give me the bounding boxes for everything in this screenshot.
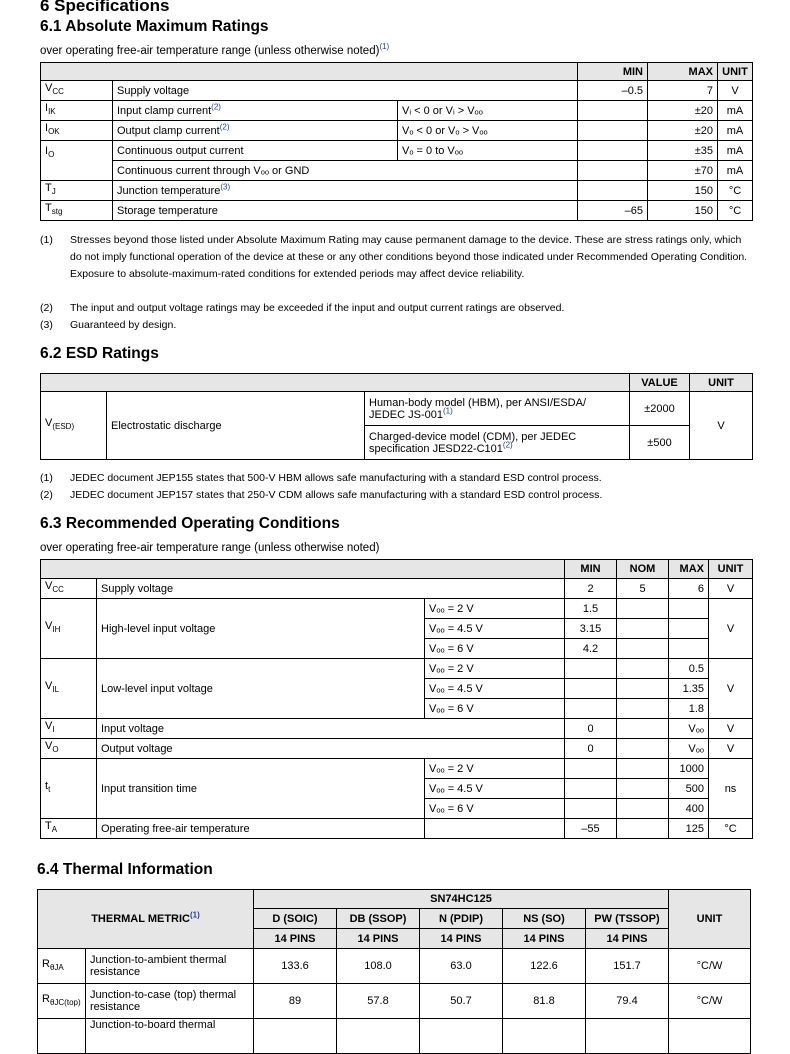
esd-title: 6.2 ESD Ratings [40, 345, 159, 362]
amr-cond: Vᵢ < 0 or Vᵢ > Vₒₒ [398, 101, 578, 121]
roc-max: 1.35 [669, 679, 709, 699]
amr-min [578, 121, 648, 141]
thermal-value: 89 [254, 984, 337, 1019]
amr-row [41, 181, 753, 201]
package-pw: PW (TSSOP) [586, 909, 669, 929]
footnote-text: The input and output voltage ratings may be exceeded if the input and output current ratings are observed. [70, 302, 565, 314]
thermal-unit: °C/W [669, 984, 751, 1019]
amr-header-max: MAX [648, 63, 718, 81]
esd-header-row [41, 374, 753, 392]
amr-max: ±20 [648, 121, 718, 141]
amr-row [41, 101, 753, 121]
roc-symbol [41, 599, 97, 659]
amr-min [578, 101, 648, 121]
roc-min [565, 779, 617, 799]
roc-note: over operating free-air temperature range (unless otherwise noted) [40, 542, 380, 554]
amr-row [41, 161, 753, 181]
footnote-ref[interactable]: (3) [220, 181, 231, 191]
esd-cdm [365, 426, 630, 460]
thermal-row [38, 1019, 751, 1054]
amr-symbol [41, 81, 113, 101]
sym-sub: A [51, 825, 58, 835]
amr-table [40, 62, 753, 221]
thermal-table [37, 889, 751, 1054]
roc-nom [617, 739, 669, 759]
roc-cond: Vₒₒ = 2 V [425, 759, 565, 779]
amr-param: Storage temperature [113, 201, 578, 221]
amr-max: 150 [648, 181, 718, 201]
sym: T [45, 182, 52, 195]
thermal-value [420, 1019, 503, 1054]
roc-symbol [41, 579, 97, 599]
sym-sub: O [52, 745, 59, 755]
param-text: Input clamp current [117, 104, 212, 117]
esd-cdm-value: ±500 [630, 426, 690, 460]
thermal-value: 133.6 [254, 949, 337, 984]
roc-header-unit: UNIT [709, 560, 753, 579]
amr-note [40, 42, 390, 57]
roc-nom [617, 699, 669, 719]
esd-hbm [365, 392, 630, 426]
amr-max: 7 [648, 81, 718, 101]
esd-table [40, 373, 753, 460]
pins: 14 PINS [254, 929, 337, 949]
amr-header-min: MIN [578, 63, 648, 81]
param-text: Output clamp current [117, 124, 220, 137]
param-text: Junction temperature [117, 184, 221, 197]
roc-param: Low-level input voltage [97, 659, 425, 719]
roc-max [669, 639, 709, 659]
roc-title: 6.3 Recommended Operating Conditions [40, 515, 340, 532]
amr-min [578, 181, 648, 201]
pins: 14 PINS [337, 929, 420, 949]
roc-symbol [41, 759, 97, 819]
roc-table [40, 559, 753, 839]
roc-min: 0 [565, 719, 617, 739]
pins: 14 PINS [503, 929, 586, 949]
roc-max: 500 [669, 779, 709, 799]
esd-footnote [40, 487, 760, 504]
sym-sub: θJA [49, 963, 64, 973]
amr-unit: mA [718, 121, 753, 141]
roc-header-row [41, 560, 753, 579]
footnote-text: JEDEC document JEP157 states that 250-V CDM allows safe manufacturing with a standard ESD control process. [70, 489, 603, 501]
amr-symbol [41, 121, 113, 141]
amr-unit: °C [718, 181, 753, 201]
roc-param: Output voltage [97, 739, 565, 759]
roc-symbol [41, 659, 97, 719]
sym-sub: IK [48, 107, 56, 117]
amr-max: ±70 [648, 161, 718, 181]
sym: I [45, 102, 49, 115]
pins: 14 PINS [586, 929, 669, 949]
thermal-symbol [38, 984, 86, 1019]
thermal-device-row [38, 890, 751, 909]
roc-cond: Vₒₒ = 6 V [425, 639, 565, 659]
amr-unit: mA [718, 101, 753, 121]
roc-unit: V [709, 599, 753, 659]
thermal-value: 57.8 [337, 984, 420, 1019]
amr-param: Continuous output current [113, 141, 398, 161]
sym: I [45, 145, 49, 157]
esd-header-value: VALUE [630, 374, 690, 392]
roc-row-vcc [41, 579, 753, 599]
amr-footnote [40, 232, 760, 302]
sym-sub: t [48, 785, 51, 795]
thermal-value [586, 1019, 669, 1054]
roc-min [565, 679, 617, 699]
roc-param: Input transition time [97, 759, 425, 819]
roc-min [565, 799, 617, 819]
amr-row [41, 81, 753, 101]
package-db: DB (SSOP) [337, 909, 420, 929]
sym: T [45, 820, 52, 833]
roc-max [669, 619, 709, 639]
roc-cond: Vₒₒ = 6 V [425, 699, 565, 719]
roc-nom [617, 779, 669, 799]
footnote-number: (3) [40, 319, 53, 331]
amr-min [578, 161, 648, 181]
thermal-value [254, 1019, 337, 1054]
footnote-text: JEDEC document JEP155 states that 500-V HBM allows safe manufacturing with a standard ESD control process. [70, 472, 602, 484]
sym: V [45, 720, 53, 733]
amr-title: 6.1 Absolute Maximum Ratings [40, 18, 269, 35]
roc-max: 400 [669, 799, 709, 819]
sym-sub: CC [52, 87, 64, 97]
amr-cond: Vₒ < 0 or Vₒ > Vₒₒ [398, 121, 578, 141]
amr-note-text: over operating free-air temperature range (unless otherwise noted) [40, 45, 380, 57]
package-ns: NS (SO) [503, 909, 586, 929]
sym-sub: (ESD) [52, 422, 75, 432]
amr-cond: Vₒ = 0 to Vₒₒ [398, 141, 578, 161]
roc-nom [617, 619, 669, 639]
footnote-ref[interactable]: (2) [211, 101, 221, 111]
esd-hbm-text: Human-body model (HBM), per ANSI/ESDA/ JEDEC JS-001 [369, 396, 587, 421]
amr-max: ±35 [648, 141, 718, 161]
roc-nom [617, 719, 669, 739]
thermal-value: 151.7 [586, 949, 669, 984]
roc-cond: Vₒₒ = 4.5 V [425, 619, 565, 639]
amr-param: Supply voltage [113, 81, 578, 101]
roc-nom [617, 639, 669, 659]
roc-row-vi [41, 719, 753, 739]
thermal-unit [669, 1019, 751, 1054]
amr-max: 150 [648, 201, 718, 221]
roc-max: Vₒₒ [669, 739, 709, 759]
thermal-row [38, 949, 751, 984]
esd-footnote [40, 470, 760, 487]
amr-min [578, 141, 648, 161]
roc-param: High-level input voltage [97, 599, 425, 659]
esd-cdm-text: Charged-device model (CDM), per JEDEC specification JESD22-C101 [369, 430, 577, 455]
roc-nom [617, 819, 669, 839]
roc-nom [617, 759, 669, 779]
amr-row [41, 121, 753, 141]
roc-row-vil [41, 659, 753, 679]
sym: I [45, 122, 49, 135]
thermal-unit: °C/W [669, 949, 751, 984]
amr-symbol [41, 141, 113, 181]
sym: t [45, 780, 49, 793]
roc-min [565, 759, 617, 779]
roc-min: –55 [565, 819, 617, 839]
footnote-number: (2) [40, 489, 53, 501]
roc-unit: V [709, 739, 753, 759]
roc-min: 2 [565, 579, 617, 599]
esd-hbm-value: ±2000 [630, 392, 690, 426]
amr-row [41, 201, 753, 221]
sym-sub: OK [48, 127, 60, 137]
roc-unit: V [709, 719, 753, 739]
roc-max: 6 [669, 579, 709, 599]
roc-nom [617, 799, 669, 819]
esd-header-blank [41, 374, 630, 392]
esd-param: Electrostatic discharge [107, 392, 365, 460]
roc-row-tt [41, 759, 753, 779]
amr-param [113, 121, 398, 141]
roc-max: 1000 [669, 759, 709, 779]
roc-header-nom: NOM [617, 560, 669, 579]
roc-cond: Vₒₒ = 2 V [425, 659, 565, 679]
roc-param: Operating free-air temperature [97, 819, 425, 839]
footnote-number: (1) [40, 472, 53, 484]
roc-max: Vₒₒ [669, 719, 709, 739]
footnote-number: (1) [40, 234, 53, 246]
amr-unit: mA [718, 141, 753, 161]
amr-unit: °C [718, 201, 753, 221]
amr-min: –65 [578, 201, 648, 221]
roc-min: 0 [565, 739, 617, 759]
thermal-value: 81.8 [503, 984, 586, 1019]
thermal-device: SN74HC125 [254, 890, 669, 909]
thermal-param: Junction-to-case (top) thermal resistance [86, 984, 254, 1019]
amr-unit: V [718, 81, 753, 101]
footnote-ref[interactable]: (1) [190, 910, 200, 920]
sym-sub: IH [52, 625, 61, 635]
esd-header-unit: UNIT [690, 374, 753, 392]
roc-param: Input voltage [97, 719, 565, 739]
roc-row-vo [41, 739, 753, 759]
sym-sub: θJC(top) [49, 998, 81, 1008]
roc-header-min: MIN [565, 560, 617, 579]
roc-min: 1.5 [565, 599, 617, 619]
amr-row [41, 141, 753, 161]
sym: V [45, 740, 53, 753]
roc-max: 1.8 [669, 699, 709, 719]
amr-param: Continuous current through Vₒₒ or GND [113, 161, 578, 181]
roc-header-max: MAX [669, 560, 709, 579]
roc-min: 4.2 [565, 639, 617, 659]
roc-nom [617, 679, 669, 699]
sym-sub: I [52, 725, 55, 735]
section-title: 6 Specifications [40, 0, 170, 15]
roc-symbol [41, 819, 97, 839]
sym: V [45, 580, 53, 593]
thermal-value: 50.7 [420, 984, 503, 1019]
sym: T [45, 202, 52, 215]
sym-sub: stg [51, 207, 63, 217]
amr-unit: mA [718, 161, 753, 181]
thermal-unit-header: UNIT [669, 890, 751, 949]
thermal-param: Junction-to-board thermal [86, 1019, 254, 1054]
sym-sub: O [48, 150, 55, 160]
amr-header-blank [41, 63, 578, 81]
roc-nom [617, 599, 669, 619]
thermal-row [38, 984, 751, 1019]
sym: V [45, 417, 53, 430]
roc-max [669, 599, 709, 619]
roc-header-blank [41, 560, 565, 579]
footnote-text: Stresses beyond those listed under Absolute Maximum Rating may cause permanent damage to the device. These are stress ratings only, which do not imply functional operation of the device at these or any other conditions beyond those indicated under Recommended Operating Condition. Exposure to absolute-maximum-rated conditions for extended periods may affect device reliability. [70, 234, 748, 280]
roc-cond: Vₒₒ = 4.5 V [425, 779, 565, 799]
package-d: D (SOIC) [254, 909, 337, 929]
roc-min [565, 659, 617, 679]
metric-text: THERMAL METRIC [91, 913, 190, 925]
roc-row-vih [41, 599, 753, 619]
thermal-symbol [38, 949, 86, 984]
amr-param [113, 101, 398, 121]
roc-unit: ns [709, 759, 753, 819]
thermal-symbol [38, 1019, 86, 1054]
thermal-title: 6.4 Thermal Information [37, 861, 213, 878]
amr-footnote [40, 317, 760, 334]
thermal-param: Junction-to-ambient thermal resistance [86, 949, 254, 984]
amr-param [113, 181, 578, 201]
thermal-value [337, 1019, 420, 1054]
roc-nom: 5 [617, 579, 669, 599]
roc-unit: V [709, 659, 753, 719]
roc-symbol [41, 739, 97, 759]
thermal-value [503, 1019, 586, 1054]
amr-note-ref[interactable]: (1) [379, 42, 390, 52]
roc-min: 3.15 [565, 619, 617, 639]
amr-symbol [41, 181, 113, 201]
footnote-ref[interactable]: (1) [442, 405, 453, 415]
roc-cond [425, 819, 565, 839]
sym: V [45, 82, 53, 95]
sym: V [45, 620, 53, 633]
roc-row-ta [41, 819, 753, 839]
package-n: N (PDIP) [420, 909, 503, 929]
roc-param: Supply voltage [97, 579, 565, 599]
footnote-text: Guaranteed by design. [70, 319, 177, 331]
thermal-value: 108.0 [337, 949, 420, 984]
footnote-ref[interactable]: (2) [502, 439, 513, 449]
amr-max: ±20 [648, 101, 718, 121]
footnote-ref[interactable]: (2) [219, 121, 230, 131]
roc-cond: Vₒₒ = 4.5 V [425, 679, 565, 699]
esd-unit: V [690, 392, 753, 460]
roc-cond: Vₒₒ = 2 V [425, 599, 565, 619]
thermal-value: 122.6 [503, 949, 586, 984]
sym: R [42, 957, 50, 970]
thermal-metric-header [38, 890, 254, 949]
roc-symbol [41, 719, 97, 739]
amr-header-unit: UNIT [718, 63, 753, 81]
roc-unit: °C [709, 819, 753, 839]
roc-min [565, 699, 617, 719]
sym-sub: J [51, 187, 56, 197]
sym-sub: CC [52, 585, 64, 595]
amr-symbol [41, 101, 113, 121]
roc-nom [617, 659, 669, 679]
footnote-number: (2) [40, 302, 53, 314]
esd-symbol [41, 392, 107, 460]
roc-unit: V [709, 579, 753, 599]
amr-symbol [41, 201, 113, 221]
thermal-value: 79.4 [586, 984, 669, 1019]
roc-max: 125 [669, 819, 709, 839]
sym: V [45, 680, 53, 693]
pins: 14 PINS [420, 929, 503, 949]
roc-max: 0.5 [669, 659, 709, 679]
thermal-value: 63.0 [420, 949, 503, 984]
esd-row [41, 392, 753, 426]
sym: R [42, 992, 50, 1005]
sym-sub: IL [52, 685, 60, 695]
roc-cond: Vₒₒ = 6 V [425, 799, 565, 819]
amr-min: –0.5 [578, 81, 648, 101]
amr-header-row [41, 63, 753, 81]
amr-footnote [40, 300, 760, 317]
